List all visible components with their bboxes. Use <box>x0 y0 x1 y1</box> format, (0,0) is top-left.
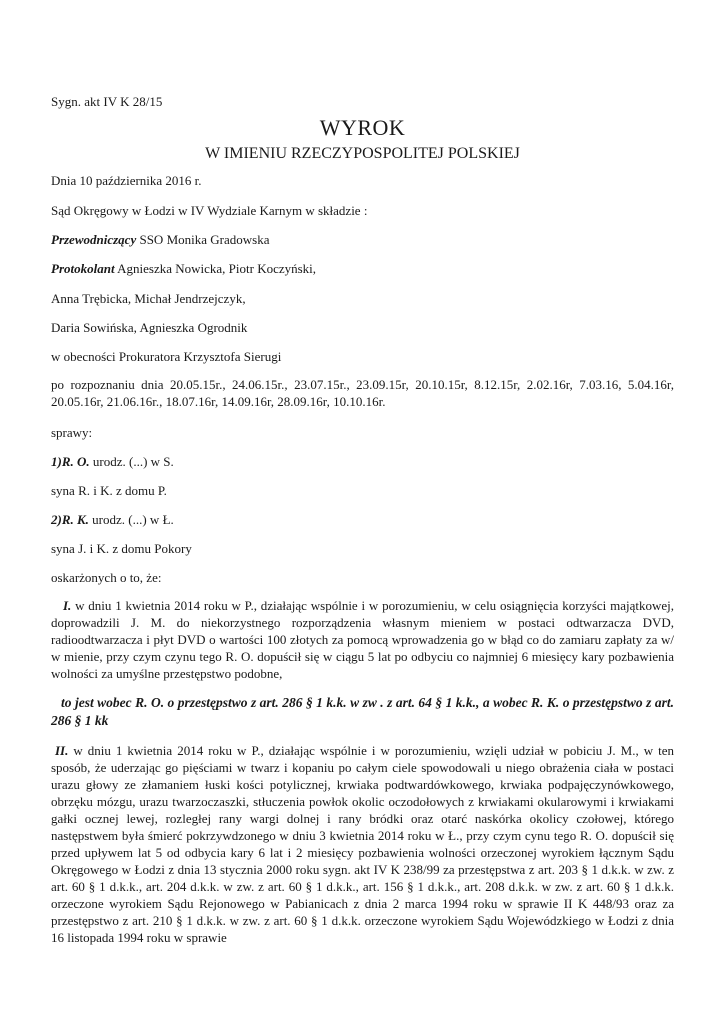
count-1-text: w dniu 1 kwietnia 2014 roku w P., działając wspólnie i w porozumieniu, w celu osiągnięcia korzyści majątkowej, doprowadzili J. M. do niekorzystnego rozporządzenia własnym mieniem w postaci odtwarzacza DVD, radioodtwarzacza i płyt DVD o wartości 100 złotych za pomocą wprowadzenia go w błąd co do zamiaru zapłaty za w/ w mienie, przy czym czynu tego R. O. dopuścił się w ciągu 5 lat po odbyciu co najmniej 6 miesięcy kary pozbawienia wolności za umyślne przestępstwo podobne, <box>51 598 674 681</box>
count-1-numeral: I. <box>63 598 72 613</box>
document-subtitle: W IMIENIU RZECZYPOSPOLITEJ POLSKIEJ <box>205 145 520 162</box>
defendant-2-label: 2)R. K. <box>51 512 89 527</box>
presiding-judge-line <box>51 231 269 248</box>
hearing-dates: po rozpoznaniu dnia 20.05.15r., 24.06.15r., 23.07.15r., 23.09.15r, 20.10.15r, 8.12.15r, 2.02.16r, 7.03.16, 5.04.16r, 20.05.16r, 21.06.16r., 18.07.16r, 14.09.16r, 28.09.16r, 10.10.16r. <box>51 377 674 409</box>
defendant-1-line <box>51 453 174 470</box>
clerk-names: Agnieszka Nowicka, Piotr Koczyński, <box>114 261 317 276</box>
count-2-numeral: II. <box>55 743 69 758</box>
count-2 <box>51 742 674 946</box>
defendant-2-parents: syna J. i K. z domu Pokory <box>51 541 192 556</box>
presiding-name: SSO Monika Gradowska <box>136 232 270 247</box>
defendant-2-birth: urodz. (...) w Ł. <box>88 512 174 527</box>
count-1 <box>51 597 674 682</box>
prosecutor-line: w obecności Prokuratora Krzysztofa Sierugi <box>51 349 282 364</box>
document-title: WYROK <box>319 115 406 140</box>
accused-intro: oskarżonych o to, że: <box>51 570 162 585</box>
defendant-2-line <box>51 511 174 528</box>
defendant-1-birth: urodz. (...) w S. <box>89 454 174 469</box>
case-signature: Sygn. akt IV K 28/15 <box>51 94 163 109</box>
cases-label: sprawy: <box>51 425 93 440</box>
court-composition: Sąd Okręgowy w Łodzi w IV Wydziale Karnym w składzie : <box>51 203 368 218</box>
judgment-date: Dnia 10 października 2016 r. <box>51 173 202 188</box>
charge-1: to jest wobec R. O. o przestępstwo z art. 286 § 1 k.k. w zw . z art. 64 § 1 k.k., a wobec R. K. o przestępstwo z art. 286 § 1 kk <box>51 695 674 728</box>
clerk-line <box>51 260 316 277</box>
count-2-text: w dniu 1 kwietnia 2014 roku w P., działając wspólnie i w porozumieniu, wzięli udział w pobiciu J. M., w ten sposób, że uderzając go pięściami w twarz i kopaniu po całym ciele spowodowali u niego obrażenia ciała w postaci urazu głowy ze złamaniem łuski kości potylicznej, krwiaka podtwardówkowego, krwiaka podpajęczynówkowego, obrzęku mózgu, urazu twarzoczaszki, stłuczenia powłok okolic oczodołowych z krwiakami okularowymi i krwiakami gałki ocznej lewej, rozległej rany wargi dolnej i rany bródki oraz otarć naskórka okolicy czołowej, którego następstwem była śmierć pokrzywdzonego w dniu 3 kwietnia 2014 roku w Ł., przy czym cynu tego R. O. dopuścił się przed upływem lat 5 od odbycia kary 6 lat i 2 miesięcy pozbawienia wolności orzeczonej wyrokiem łącznym Sądu Okręgowego w Łodzi z dnia 13 stycznia 2000 roku sygn. akt IV K 238/99 za przestępstwa z art. 203 § 1 d.k.k. w zw. z art. 60 § 1 d.k.k., art. 204 d.k.k. w zw. z art. 60 § 1 d.k.k., art. 156 § 1 d.k.k., art. 208 d.k.k. w zw. z art. 60 § 1 d.k.k. orzeczone wyrokiem Sądu Rejonowego w Pabianicach z dnia 2 marca 1994 roku w sprawie II K 448/93 oraz za przestępstwo z art. 210 § 1 d.k.k. w zw. z art. 60 § 1 d.k.k. orzeczone wyrokiem Sądu Wojewódzkiego w Łodzi z dnia 16 listopada 1994 roku w sprawie <box>51 743 674 945</box>
clerk-names-line-2: Anna Trębicka, Michał Jendrzejczyk, <box>51 291 246 306</box>
clerk-names-line-3: Daria Sowińska, Agnieszka Ogrodnik <box>51 320 248 335</box>
presiding-label: Przewodniczący <box>51 232 137 247</box>
defendant-1-parents: syna R. i K. z domu P. <box>51 483 167 498</box>
defendant-1-label: 1)R. O. <box>51 454 90 469</box>
clerk-label: Protokolant <box>51 261 115 276</box>
